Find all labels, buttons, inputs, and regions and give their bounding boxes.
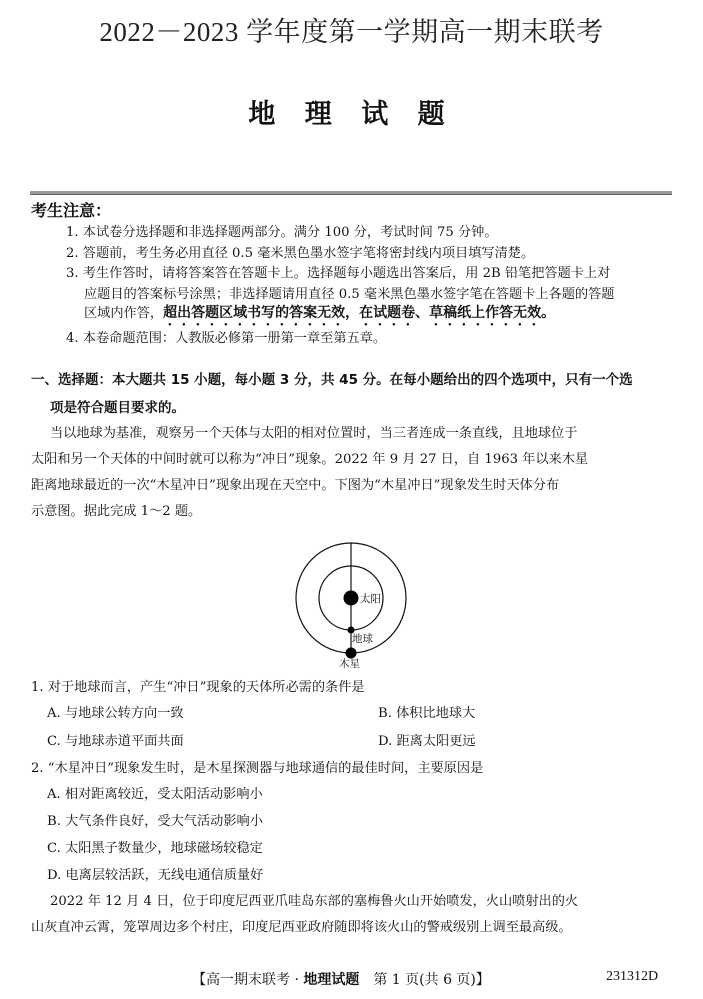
passage1-line-4: 示意图。据此完成 1～2 题。 xyxy=(31,504,202,519)
question-2-option-d[interactable]: D. 电离层较活跃，无线电通信质量好 xyxy=(47,868,264,883)
passage1-line-3: 距离地球最近的一次“木星冲日”现象出现在天空中。下图为“木星冲日”现象发生时天体分布 xyxy=(31,478,560,493)
footer-subject: 地理试题 xyxy=(303,972,360,988)
notice-emphasis: 超出答题区域书写的答案无效，在试题卷、草稿纸上作答无效。 xyxy=(163,305,556,321)
question-1-stem: 1. 对于地球而言，产生“冲日”现象的天体所必需的条件是 xyxy=(31,680,365,695)
footer-page-number: 第 1 页(共 6 页)】 xyxy=(359,972,490,988)
header-divider xyxy=(30,191,672,195)
passage2-line-1: 2022 年 12 月 4 日，位于印度尼西亚爪哇岛东部的塞梅鲁火山开始喷发，火山喷射出的火 xyxy=(50,894,579,909)
question-2-option-c[interactable]: C. 太阳黑子数量少，地球磁场较稳定 xyxy=(47,841,263,856)
passage2-line-2: 山灰直冲云霄，笼罩周边多个村庄，印度尼西亚政府随即将该火山的警戒级别上调至最高级。 xyxy=(31,920,572,935)
passage1-line-2: 太阳和另一个天体的中间时就可以称为“冲日”现象。2022 年 9 月 27 日，自 1963 年以来木星 xyxy=(31,452,589,467)
section-heading-cont: 项是符合题目要求的。 xyxy=(50,400,185,416)
question-2-option-b[interactable]: B. 大气条件良好，受大气活动影响小 xyxy=(47,814,263,829)
question-1-option-b[interactable]: B. 体积比地球大 xyxy=(378,706,476,721)
question-2-option-a[interactable]: A. 相对距离较近，受太阳活动影响小 xyxy=(47,787,263,802)
notice-heading: 考生注意： xyxy=(31,201,112,220)
jupiter-opposition-diagram xyxy=(280,535,430,670)
notice-item-3-tail: 区域内作答， xyxy=(84,306,164,321)
notice-item-2: 2. 答题前，考生务必用直径 0.5 毫米黑色墨水签字笔将密封线内项目填写清楚。 xyxy=(66,246,535,261)
passage1-line-1: 当以地球为基准，观察另一个天体与太阳的相对位置时，当三者连成一条直线，且地球位于 xyxy=(50,426,578,441)
question-1-option-d[interactable]: D. 距离太阳更远 xyxy=(378,734,476,749)
notice-item-3-cont: 应题目的答案标号涂黑；非选择题请用直径 0.5 毫米黑色墨水签字笔在答题卡上各题的答题 xyxy=(84,287,615,302)
question-1-option-a[interactable]: A. 与地球公转方向一致 xyxy=(47,706,184,721)
paper-code: 231312D xyxy=(606,969,659,984)
footer-exam: 【高一期末联考 · xyxy=(192,972,304,988)
page-footer xyxy=(192,969,490,989)
notice-item-4: 4. 本卷命题范围：人教版必修第一册第一章至第五章。 xyxy=(66,331,387,346)
section-heading: 一、选择题：本大题共 15 小题，每小题 3 分，共 45 分。在每小题给出的四个选项中，只有一个选 xyxy=(31,372,633,388)
sun-label: 太阳 xyxy=(360,593,381,605)
exam-title: 2022－2023 学年度第一学期高一期末联考 xyxy=(99,17,604,47)
subject-title: 地 理 试 题 xyxy=(248,99,455,130)
notice-item-3-cont2 xyxy=(84,302,555,329)
earth-label: 地球 xyxy=(352,633,373,645)
sun-marker xyxy=(344,591,359,606)
question-2-stem: 2. “木星冲日”现象发生时，是木星探测器与地球通信的最佳时间，主要原因是 xyxy=(31,761,484,776)
notice-item-3: 3. 考生作答时，请将答案答在答题卡上。选择题每小题选出答案后，用 2B 铅笔把答题卡上对 xyxy=(66,266,611,281)
question-1-option-c[interactable]: C. 与地球赤道平面共面 xyxy=(47,734,184,749)
jupiter-label: 木星 xyxy=(339,658,360,670)
notice-item-1: 1. 本试卷分选择题和非选择题两部分。满分 100 分，考试时间 75 分钟。 xyxy=(66,225,498,240)
jupiter-marker xyxy=(346,648,357,659)
